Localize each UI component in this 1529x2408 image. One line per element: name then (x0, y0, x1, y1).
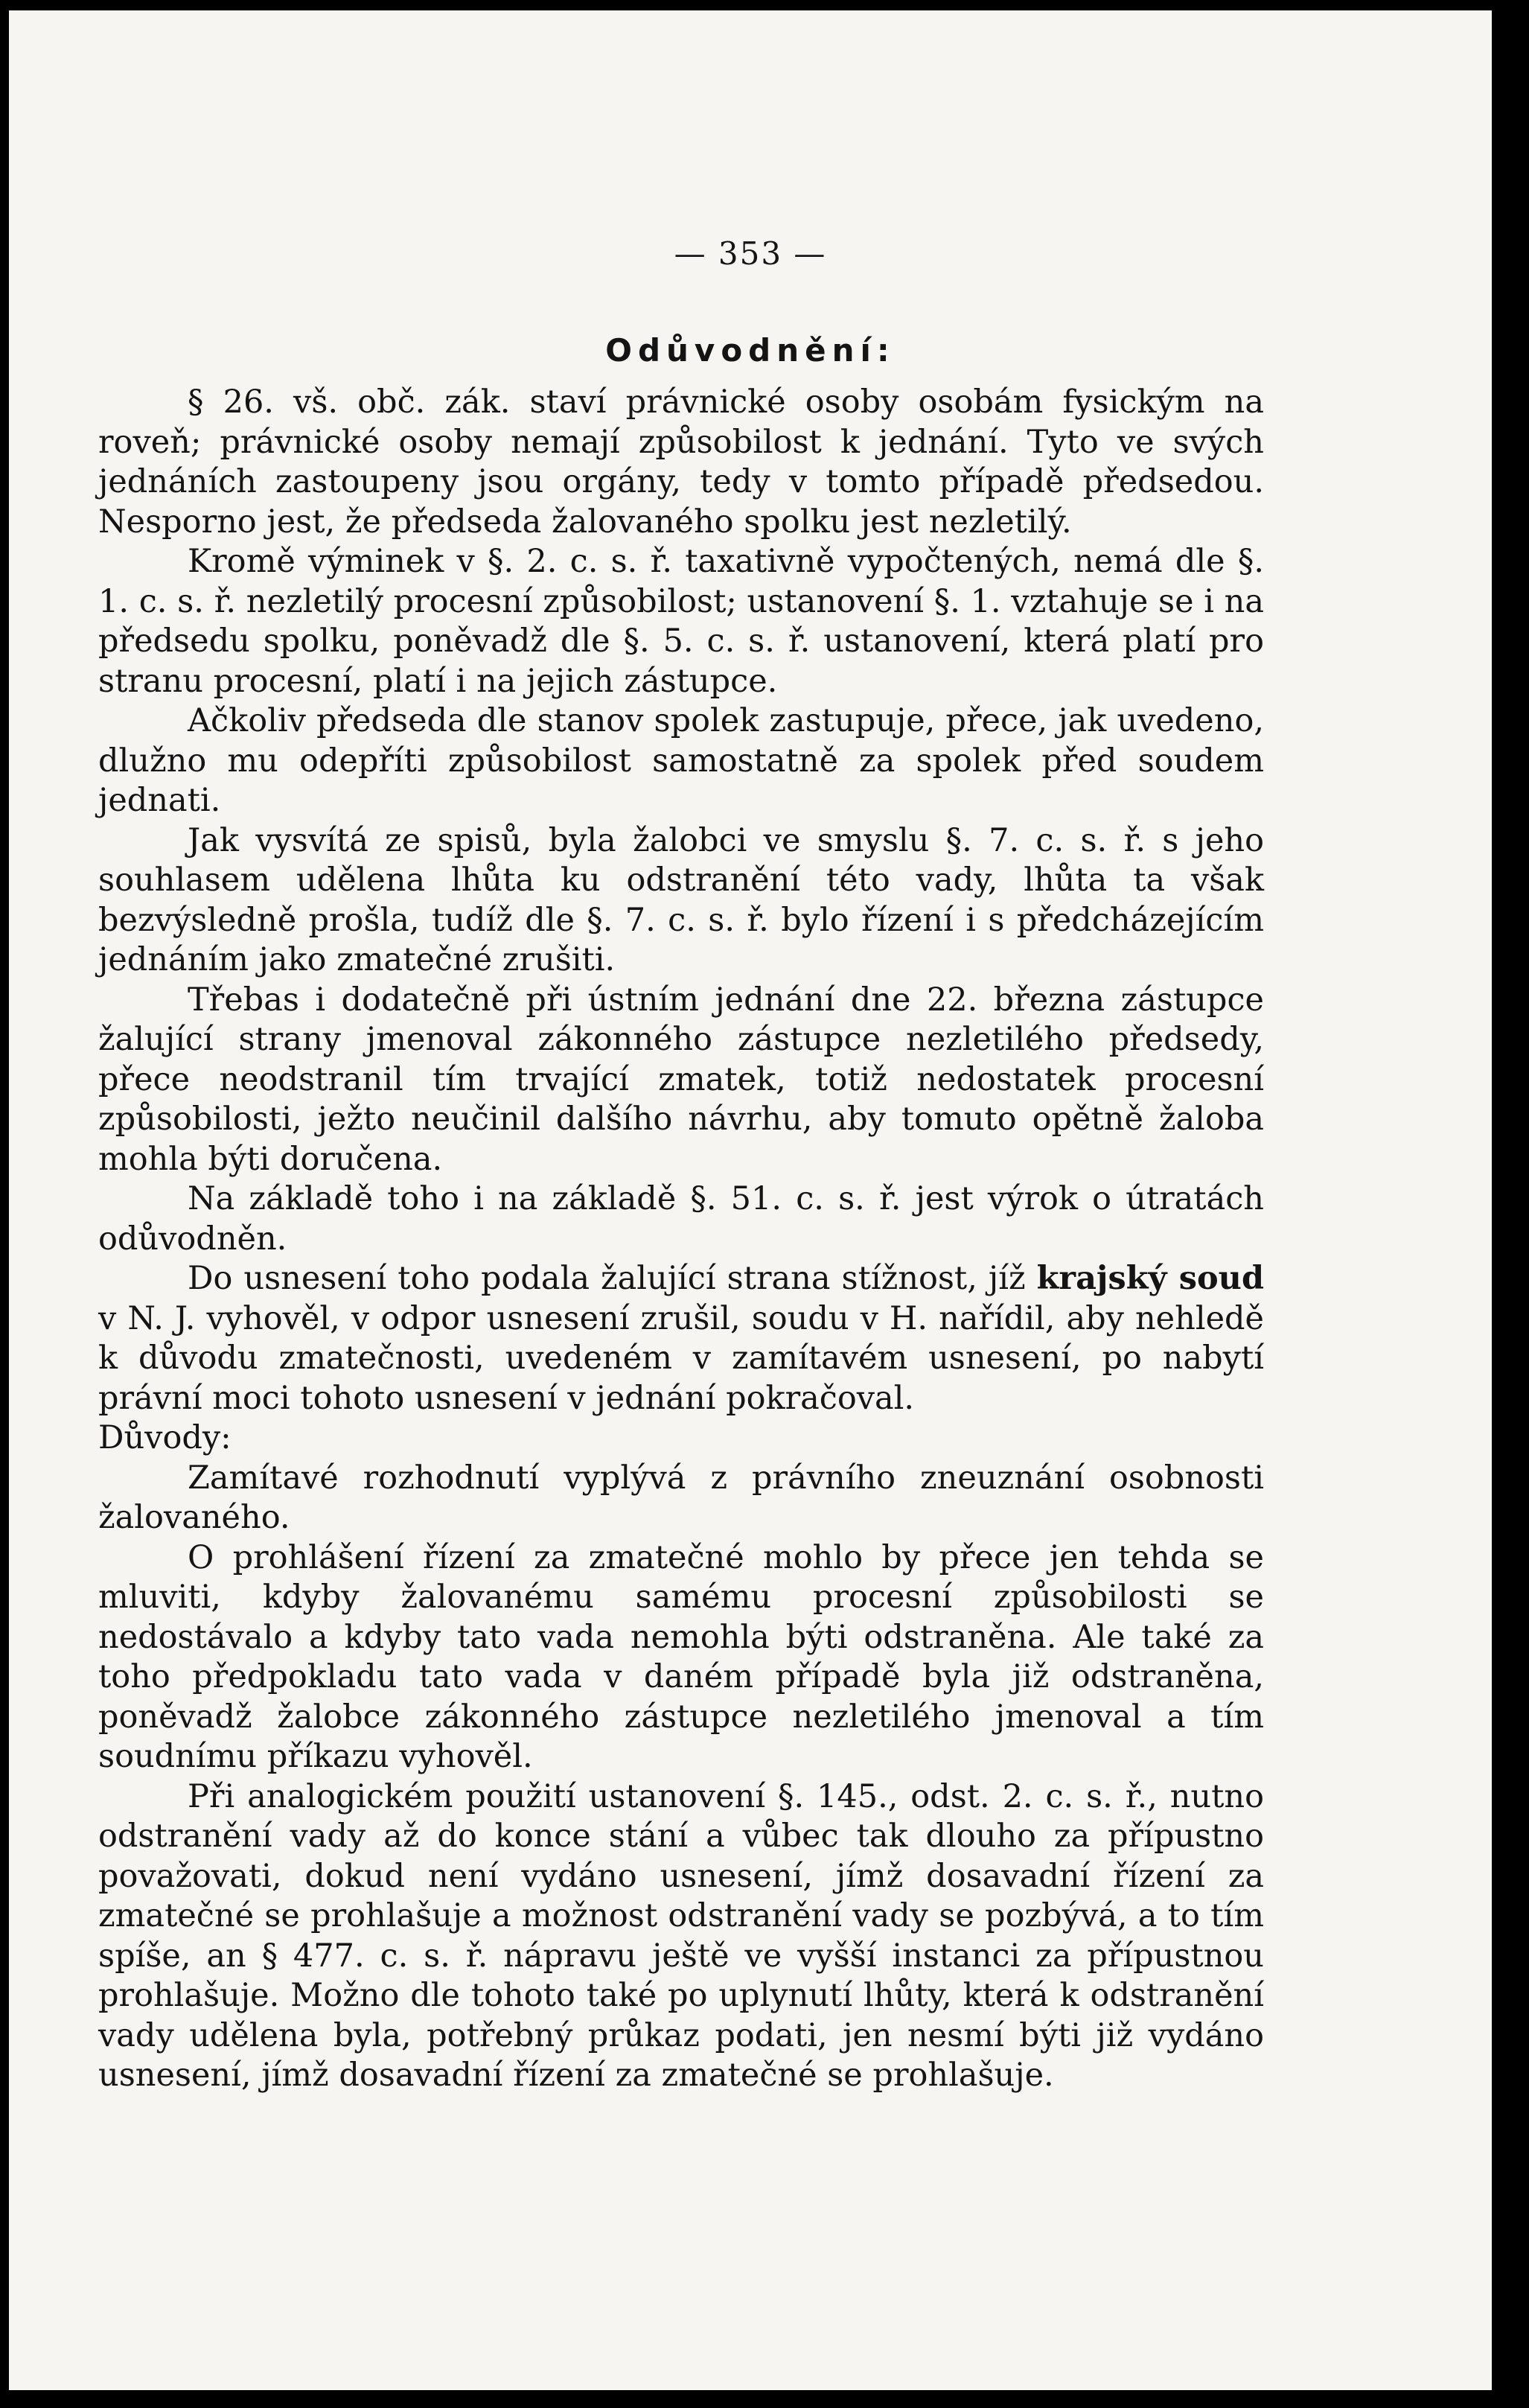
court-text-after: v N. J. vyhověl, v odpor usnesení zrušil, soudu v H. nařídil, aby nehledě k důvodu zmatečnosti, uvedeném v zamítavém usnesení, po nabytí právní moci tohoto usnesení v jednání pokračoval. (98, 1299, 1264, 1417)
paragraph-5: Třebas i dodatečně při ústním jednání dne 22. března zástupce žalující strany jmenoval zákonného zástupce nezletilého předsedy, přece neodstranil tím trvající zmatek, totiž nedostatek procesní způsobilosti, ježto neučinil dalšího návrhu, aby tomuto opětně žaloba mohla býti doručena. (98, 981, 1264, 1178)
paragraph-4: Jak vysvítá ze spisů, byla žalobci ve smyslu §. 7. c. s. ř. s jeho souhlasem udělena lhůta ku odstranění této vady, lhůta ta však bezvýsledně prošla, tudíž dle §. 7. c. s. ř. bylo řízení i s předcházejícím jednáním jako zmatečné zrušiti. (98, 821, 1264, 978)
reasons-paragraph-2: O prohlášení řízení za zmatečné mohlo by přece jen tehda se mluviti, kdyby žalovanému samému procesní způsobilosti se nedostávalo a kdyby tato vada nemohla býti odstraněna. Ale také za toho předpokladu tato vada v daném případě byla již odstraněna, poněvadž žalobce zákonného zástupce nezletilého jmenoval a tím soudnímu příkazu vyhověl. (98, 1538, 1264, 1775)
reasons-label: Důvody: (98, 1419, 232, 1456)
body-text (98, 383, 1264, 2096)
paragraph-6: Na základě toho i na základě §. 51. c. s. ř. jest výrok o útratách odůvodněn. (98, 1180, 1264, 1258)
court-text-before: Do usnesení toho podala žalující strana stížnost, jíž (188, 1260, 1037, 1297)
section-heading: Odůvodnění: (605, 332, 896, 369)
page-number: — 353 — (674, 235, 827, 272)
reasons-paragraph-1: Zamítavé rozhodnutí vyplývá z právního zneuznání osobnosti žalovaného. (98, 1459, 1264, 1536)
reasons-paragraph-3: Při analogickém použití ustanovení §. 145., odst. 2. c. s. ř., nutno odstranění vady až do konce stání a vůbec tak dlouho za přípustno považovati, dokud není vydáno usnesení, jímž dosavadní řízení za zmatečné se prohlašuje a možnost odstranění vady se pozbývá, a to tím spíše, an § 477. c. s. ř. nápravu ještě ve vyšší instanci za přípustnou prohlašuje. Možno dle tohoto také po uplynutí lhůty, která k odstranění vady udělena byla, potřebný průkaz podati, jen nesmí býti již vydáno usnesení, jímž dosavadní řízení za zmatečné se prohlašuje. (98, 1777, 1264, 2094)
paragraph-2: Kromě výminek v §. 2. c. s. ř. taxativně vypočtených, nemá dle §. 1. c. s. ř. nezletilý procesní způsobilost; ustanovení §. 1. vztahuje se i na předsedu spolku, poněvadž dle §. 5. c. s. ř. ustanovení, která platí pro stranu procesní, platí i na jejich zástupce. (98, 543, 1264, 700)
paragraph-3: Ačkoliv předseda dle stanov spolek zastupuje, přece, jak uvedeno, dlužno mu odepříti způsobilost samostatně za spolek před soudem jednati. (98, 702, 1264, 819)
paragraph-court-decision (98, 1259, 1264, 1418)
paragraph-1: § 26. vš. obč. zák. staví právnické osoby osobám fysickým na roveň; právnické osoby nemají způsobilost k jednání. Tyto ve svých jednáních zastoupeny jsou orgány, tedy v tomto případě předsedou. Nesporno jest, že předseda žalovaného spolku jest nezletilý. (98, 383, 1264, 541)
scanned-page (9, 10, 1492, 2390)
court-name: krajský soud (1036, 1260, 1265, 1297)
